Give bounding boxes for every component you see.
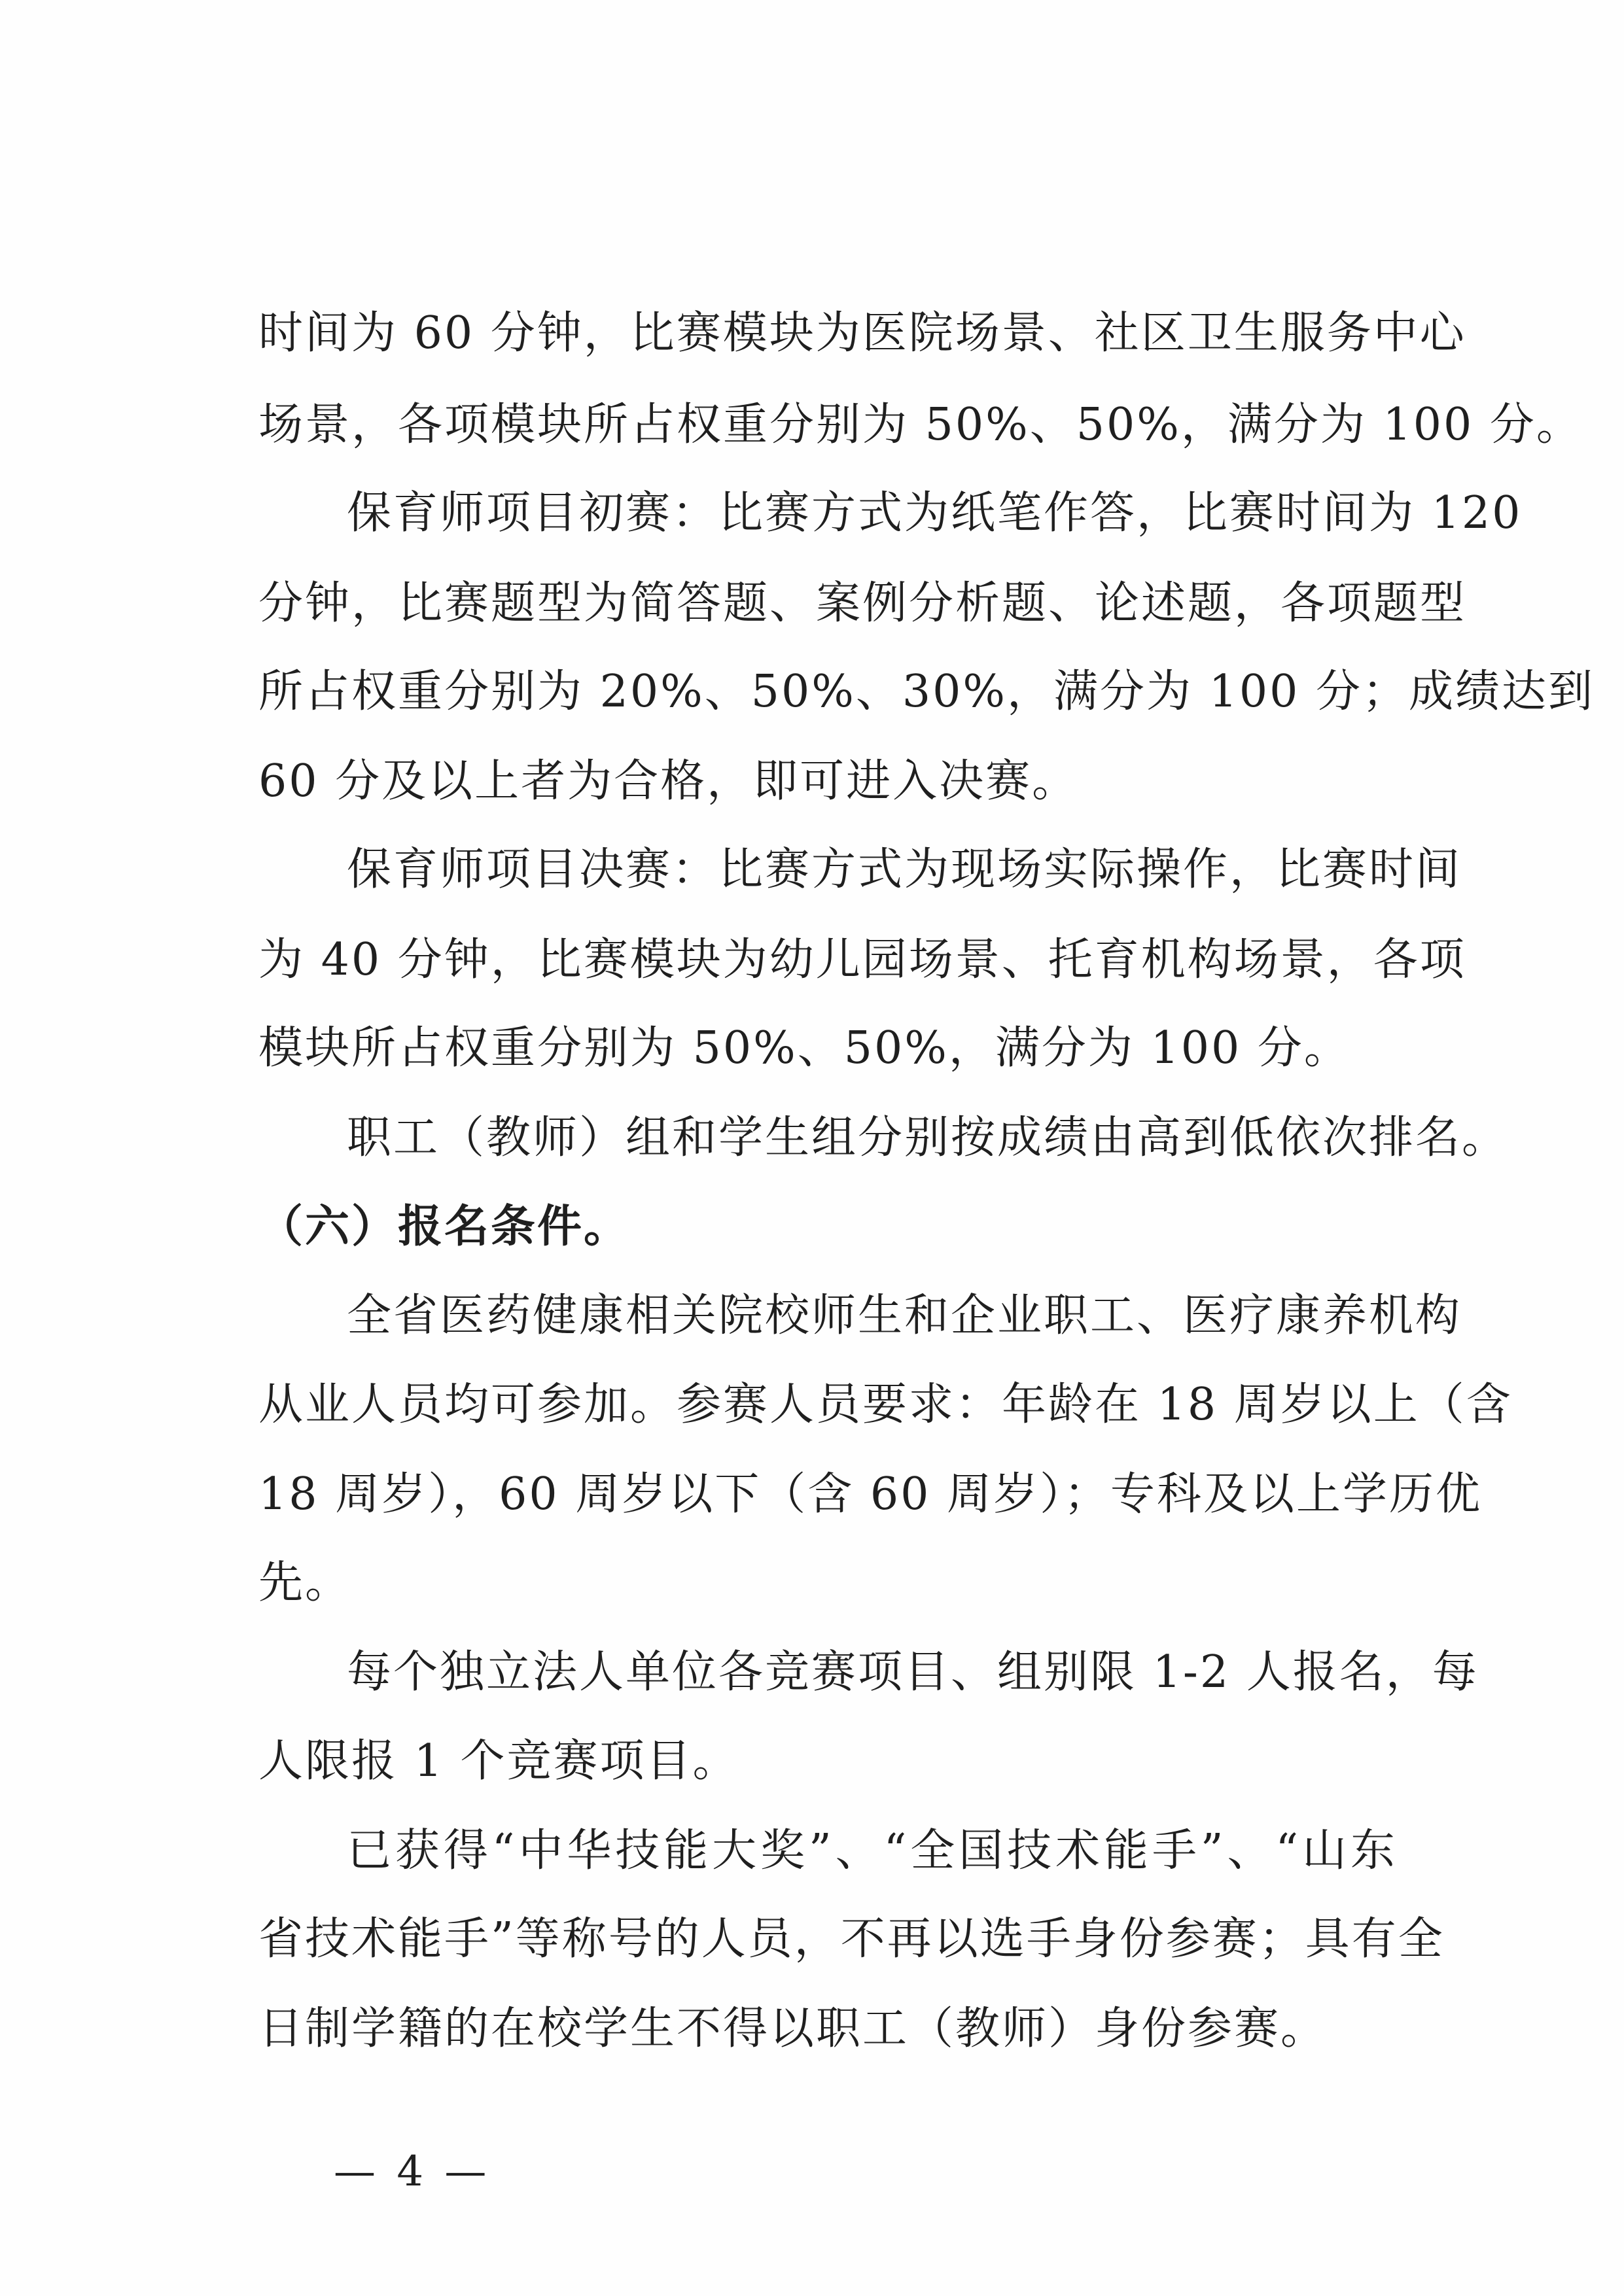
paragraph-line: 已获得“中华技能大奖”、“全国技术能手”、“山东 — [347, 1825, 1397, 1877]
paragraph-line: 每个独立法人单位各竞赛项目、组别限 1-2 人报名，每 — [347, 1646, 1479, 1698]
paragraph-line: 人限报 1 个竞赛项目。 — [258, 1735, 739, 1787]
paragraph-line: 全省医药健康相关院校师生和企业职工、医疗康养机构 — [347, 1290, 1462, 1342]
paragraph-line: 分钟，比赛题型为简答题、案例分析题、论述题，各项题型 — [258, 578, 1467, 629]
paragraph-line: 日制学籍的在校学生不得以职工（教师）身份参赛。 — [258, 2003, 1328, 2055]
page-number: — 4 — — [334, 2148, 491, 2196]
paragraph-line: 为 40 分钟，比赛模块为幼儿园场景、托育机构场景，各项 — [258, 934, 1466, 986]
section-heading: （六）报名条件。 — [258, 1200, 631, 1253]
paragraph-line: 省技术能手”等称号的人员，不再以选手身份参赛；具有全 — [258, 1913, 1445, 1965]
paragraph-line: 18 周岁），60 周岁以下（含 60 周岁）；专科及以上学历优 — [258, 1469, 1483, 1520]
paragraph-line: 保育师项目决赛：比赛方式为现场实际操作，比赛时间 — [347, 844, 1462, 896]
paragraph-line: 保育师项目初赛：比赛方式为纸笔作答，比赛时间为 120 — [347, 487, 1523, 539]
paragraph-line: 职工（教师）组和学生组分别按成绩由高到低依次排名。 — [347, 1112, 1509, 1164]
paragraph-line: 所占权重分别为 20%、50%、30%，满分为 100 分；成绩达到 — [258, 666, 1595, 718]
paragraph-line: 60 分及以上者为合格，即可进入决赛。 — [258, 756, 1079, 807]
paragraph-line: 模块所占权重分别为 50%、50%，满分为 100 分。 — [258, 1022, 1350, 1074]
paragraph-line: 先。 — [258, 1557, 352, 1609]
paragraph-line: 时间为 60 分钟，比赛模块为医院场景、社区卫生服务中心 — [258, 307, 1466, 359]
paragraph-line: 场景，各项模块所占权重分别为 50%、50%，满分为 100 分。 — [258, 399, 1583, 451]
paragraph-line: 从业人员均可参加。参赛人员要求：年龄在 18 周岁以上（含 — [258, 1379, 1513, 1431]
